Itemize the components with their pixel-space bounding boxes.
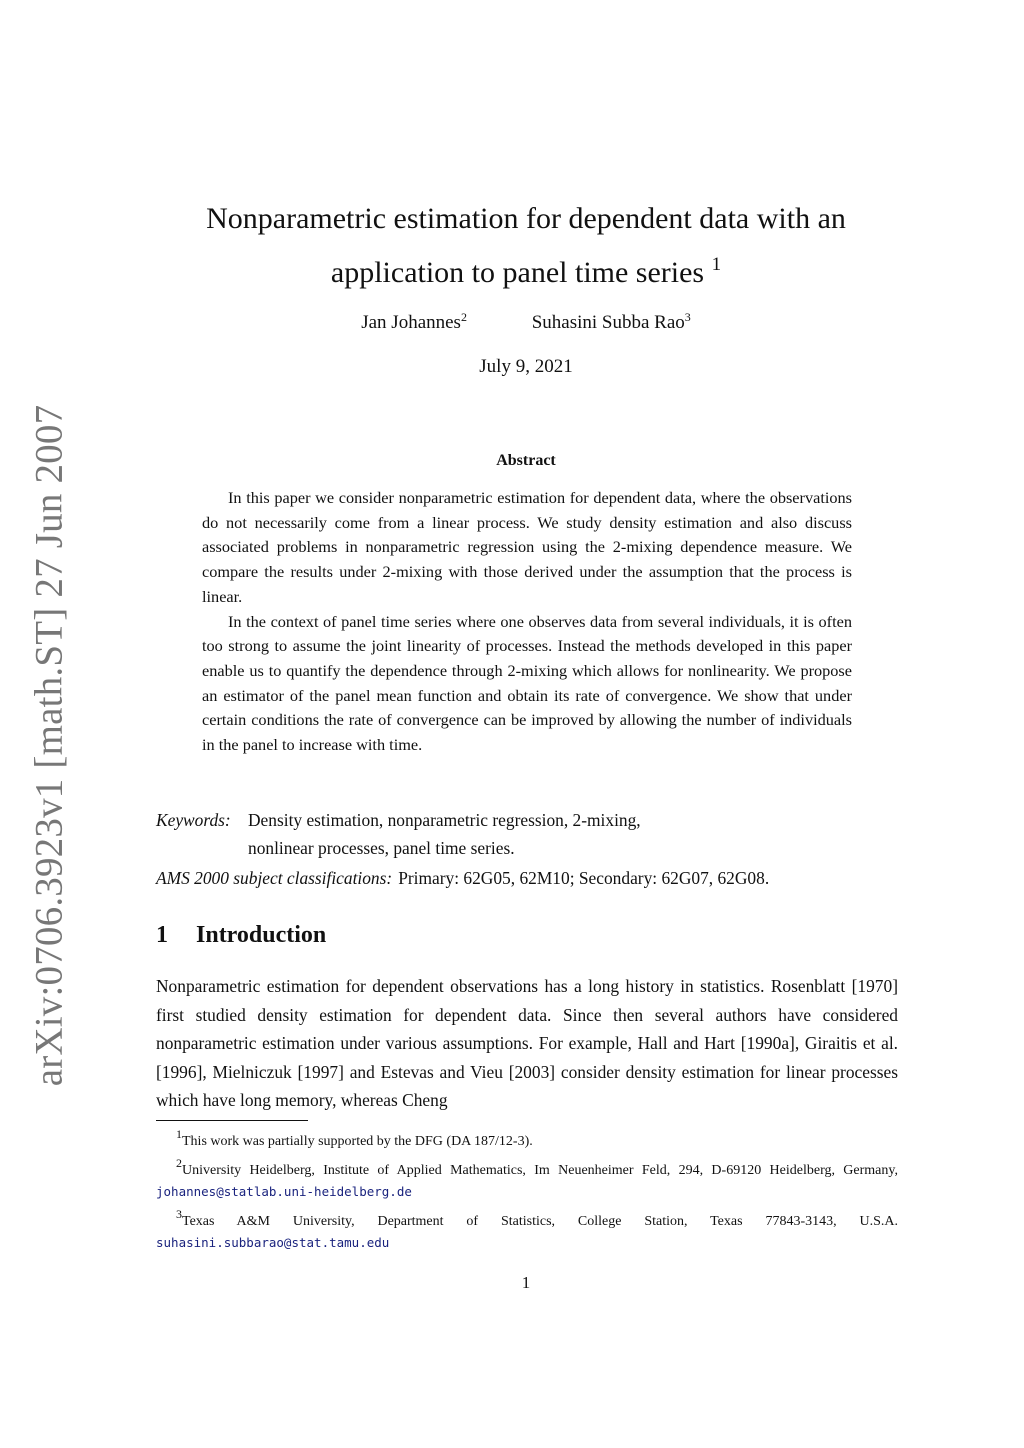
title-line-2-text: application to panel time series [330,256,705,289]
title-footnote-mark: 1 [711,254,722,275]
footnote-3 [156,1204,898,1255]
keywords-text [248,806,908,862]
intro-paragraph: Nonparametric estimation for dependent observations has a long history in statistics. Rosenblatt [1970] first studied density estimation for dependent data. Since then several authors have considered nonparametric estimation under various assumptions. For example, Hall and Hart [1990a], Giraitis et al. [1996], Mielniczuk [1997] and Estevas and Vieu [2003] consider density estimation for linear processes which have long memory, whereas Cheng [156,976,898,1110]
ams-text: Primary: 62G05, 62M10; Secondary: 62G07, 62G08. [398,868,770,888]
footnote-2-mark: 2 [176,1155,182,1170]
abstract-heading: Abstract [496,452,556,469]
keywords-line-1: Density estimation, nonparametric regression, 2-mixing, [248,810,641,830]
abstract-paragraph-2: In the context of panel time series where one observes data from several individuals, it is often too strong to assume the joint linearity of processes. Instead the methods developed in this paper enable us to quantify the dependence through 2-mixing which allows for nonlinearity. We propose an estimator of the panel mean function and obtain its rate of convergence. We show that under certain conditions the rate of convergence can be improved by allowing the number of individuals in the panel to increase with time. [202,611,852,755]
page-number: 1 [521,1273,531,1292]
footnote-divider [156,1120,308,1121]
title-line-2 [150,242,902,296]
section-number: 1 [156,922,168,948]
footnote-3-mark: 3 [176,1206,182,1221]
footnote-3-email-link[interactable]: suhasini.subbarao@stat.tamu.edu [156,1235,390,1250]
author-1-name: Jan Johannes [361,312,461,333]
keywords-row [156,806,916,862]
title-line-1: Nonparametric estimation for dependent data with an [206,202,846,235]
section-title-text: Introduction [196,922,327,948]
arxiv-stamp [14,404,84,1086]
author-list [150,310,902,334]
author-2-name: Suhasini Subba Rao [531,312,685,333]
ams-classification-row [156,864,916,892]
keywords-block [156,806,916,892]
footnote-2 [156,1153,898,1204]
footnote-1-mark: 1 [176,1127,182,1141]
footnote-1-text: This work was partially supported by the DFG (DA 187/12-3). [182,1134,533,1149]
paper-title [150,196,902,296]
abstract-paragraph-1: In this paper we consider nonparametric estimation for dependent data, where the observations do not necessarily come from a linear process. We study density estimation and also discuss associated problems in nonparametric regression using the 2-mixing dependence measure. We compare the results under 2-mixing with those derived under the assumption that the process is linear. [202,488,852,606]
keywords-label: Keywords: [156,810,231,830]
section-heading [156,922,326,949]
ams-label: AMS 2000 subject classifications: [156,868,393,888]
footnotes [156,1124,898,1255]
arxiv-identifier: arXiv:0706.3923v1 [math.ST] 27 Jun 2007 [27,404,71,1086]
footnote-3-text: Texas A&M University, Department of Statistics, College Station, Texas 77843-3143, U.S.A. [182,1213,898,1229]
footnote-1 [156,1124,898,1153]
author-2-mark: 3 [684,310,691,324]
author-2 [532,310,691,334]
keywords-line-2: nonlinear processes, panel time series. [248,838,515,858]
author-1-mark: 2 [460,310,467,324]
abstract-body [202,486,852,758]
author-1 [361,310,467,334]
footnote-2-email-link[interactable]: johannes@statlab.uni-heidelberg.de [156,1184,412,1199]
footnote-2-text: University Heidelberg, Institute of Applied Mathematics, Im Neuenheimer Feld, 294, D-69120 Heidelberg, Germany, [182,1162,898,1178]
paper-date: July 9, 2021 [479,356,573,377]
intro-body [156,972,898,1115]
